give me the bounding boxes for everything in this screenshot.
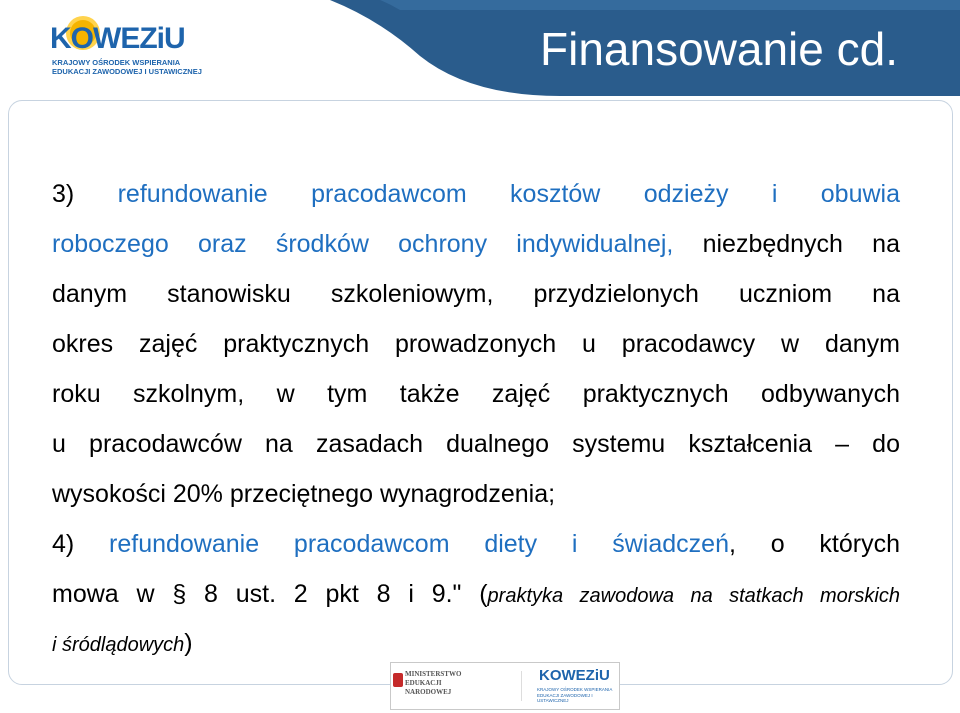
p3-line-4: okres zajęć praktycznych prowadzonych u pracodawcy w danym [52, 330, 900, 358]
paragraph-3 [52, 176, 900, 512]
eagle-icon [393, 673, 403, 687]
p3-line-5: roku szkolnym, w tym także zajęć praktycznych odbywanych [52, 380, 900, 408]
footer-koweziu-logo: KOWEZiU [539, 667, 610, 684]
footer-divider [521, 671, 522, 701]
p3-line-6: u pracodawców na zasadach dualnego systemu kształcenia – do [52, 430, 900, 458]
p4-line-1: 4) refundowanie pracodawcom diety i świadczeń, o których [52, 530, 900, 558]
p3-line-3: danym stanowisku szkoleniowym, przydzielonych uczniom na [52, 280, 900, 308]
p3-line-1: 3) refundowanie pracodawcom kosztów odzieży i obuwia [52, 180, 900, 208]
p4-line-3: i śródlądowych) [52, 629, 193, 657]
page-title: Finansowanie cd. [540, 23, 898, 75]
logo-wordmark: KOWEZiU [50, 22, 185, 55]
footer-logos [390, 662, 620, 710]
p3-line-7: wysokości 20% przeciętnego wynagrodzenia; [52, 480, 556, 508]
footer-koweziu-subtitle: KRAJOWY OŚRODEK WSPIERANIA EDUKACJI ZAWODOWEJ I USTAWICZNEJ [537, 687, 613, 703]
p3-line-2: roboczego oraz środków ochrony indywidualnej, niezbędnych na [52, 230, 900, 258]
slide-body [52, 176, 900, 660]
logo-subtitle: KRAJOWY OŚRODEK WSPIERANIA EDUKACJI ZAWODOWEJ I USTAWICZNEJ [52, 58, 202, 76]
p4-line-2: mowa w § 8 ust. 2 pkt 8 i 9." (praktyka zawodowa na statkach morskich [52, 580, 900, 608]
ministry-logo: MINISTERSTWO EDUKACJI NARODOWEJ [405, 670, 462, 696]
koweziu-logo [50, 20, 200, 82]
paragraph-4 [52, 526, 900, 660]
